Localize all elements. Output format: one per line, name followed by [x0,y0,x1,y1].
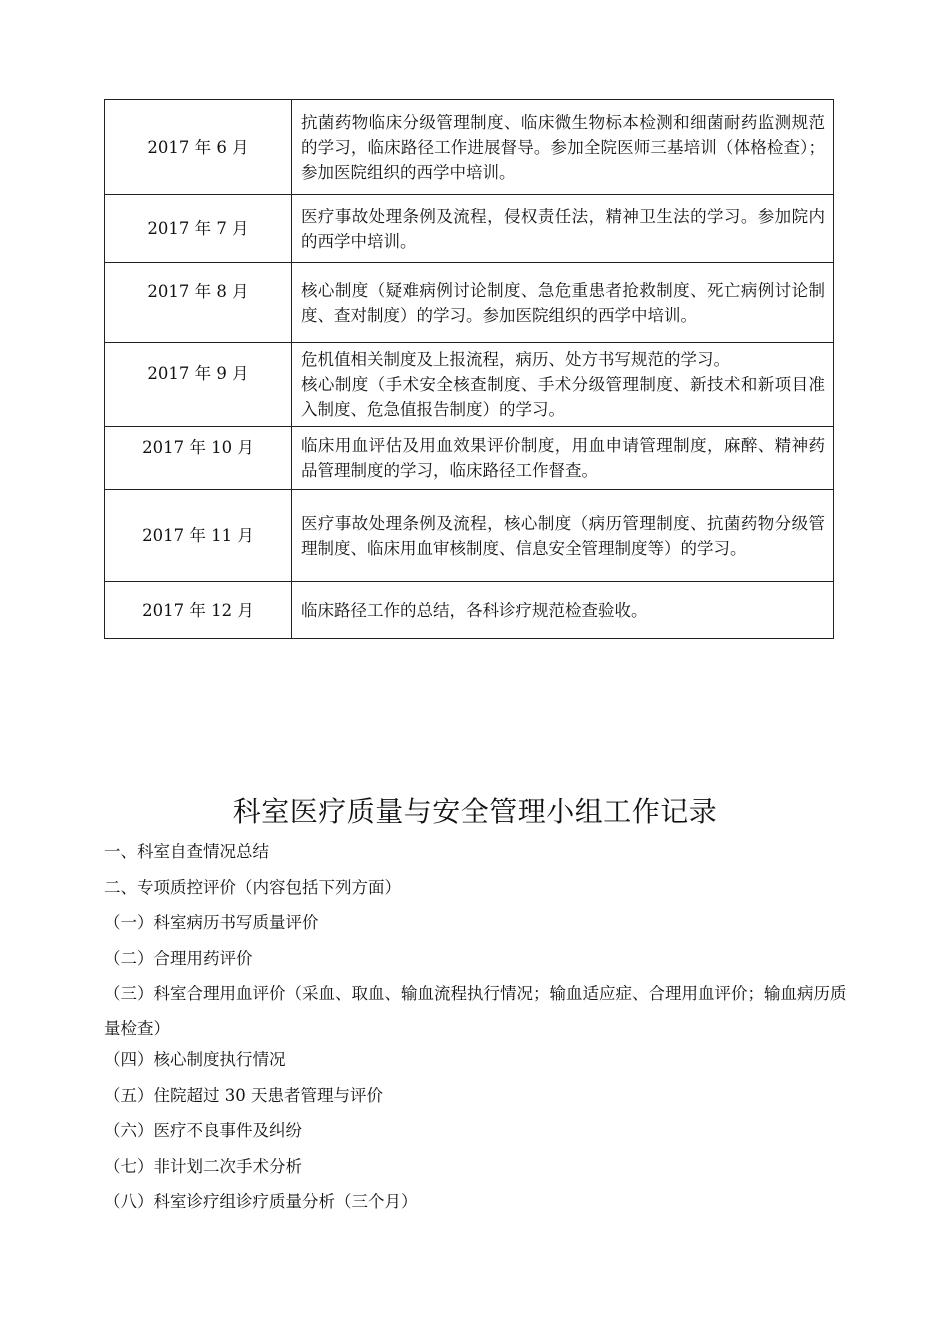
list-item: （五）住院超过 30 天患者管理与评价 [104,1085,383,1105]
content-cell: 抗菌药物临床分级管理制度、临床微生物标本检测和细菌耐药监测规范的学习，临床路径工作进展督导。参加全院医师三基培训（体格检查）；参加医院组织的西学中培训。 [292,100,834,195]
month-cell: 2017 年 7 月 [105,195,292,263]
content-cell: 临床路径工作的总结，各科诊疗规范检查验收。 [292,582,834,639]
month-cell: 2017 年 10 月 [105,427,292,490]
table-row [105,263,834,343]
list-item: （三）科室合理用血评价（采血、取血、输血流程执行情况；输血适应症、合理用血评价；输血病历质量检查） [104,984,847,1038]
content-line: 核心制度（手术安全核查制度、手术分级管理制度、新技术和新项目准入制度、危急值报告制度）的学习。 [301,375,825,419]
list-item: （四）核心制度执行情况 [104,1050,286,1069]
content-cell: 核心制度（疑难病例讨论制度、急危重患者抢救制度、死亡病例讨论制度、查对制度）的学习。参加医院组织的西学中培训。 [292,263,834,343]
list-item: （二）合理用药评价 [104,948,253,968]
content-line: 危机值相关制度及上报流程，病历、处方书写规范的学习。 [301,350,730,369]
list-item: 二、专项质控评价（内容包括下列方面） [104,877,401,897]
content-cell: 医疗事故处理条例及流程，核心制度（病历管理制度、抗菌药物分级管理制度、临床用血审核制度、信息安全管理制度等）的学习。 [292,490,834,582]
table-row [105,100,834,195]
month-cell: 2017 年 8 月 [105,263,292,343]
training-schedule-table [104,99,834,639]
table-row [105,343,834,427]
month-cell: 2017 年 6 月 [105,100,292,195]
table-row [105,195,834,263]
month-cell: 2017 年 11 月 [105,490,292,582]
record-title: 科室医疗质量与安全管理小组工作记录 [232,795,718,828]
content-cell: 医疗事故处理条例及流程，侵权责任法，精神卫生法的学习。参加院内的西学中培训。 [292,195,834,263]
list-item: （六）医疗不良事件及纠纷 [104,1121,302,1140]
month-cell: 2017 年 12 月 [105,582,292,639]
list-item: （七）非计划二次手术分析 [104,1156,302,1176]
record-items [104,839,849,1225]
table-row [105,490,834,582]
list-item: （八）科室诊疗组诊疗质量分析（三个月） [104,1192,418,1211]
content-cell [292,343,834,427]
content-cell: 临床用血评估及用血效果评价制度，用血申请管理制度，麻醉、精神药品管理制度的学习，临床路径工作督查。 [292,427,834,490]
month-cell: 2017 年 9 月 [105,343,292,427]
table-row [105,427,834,490]
list-item: 一、科室自查情况总结 [104,842,269,861]
list-item: （一）科室病历书写质量评价 [104,913,319,932]
table-row [105,582,834,639]
